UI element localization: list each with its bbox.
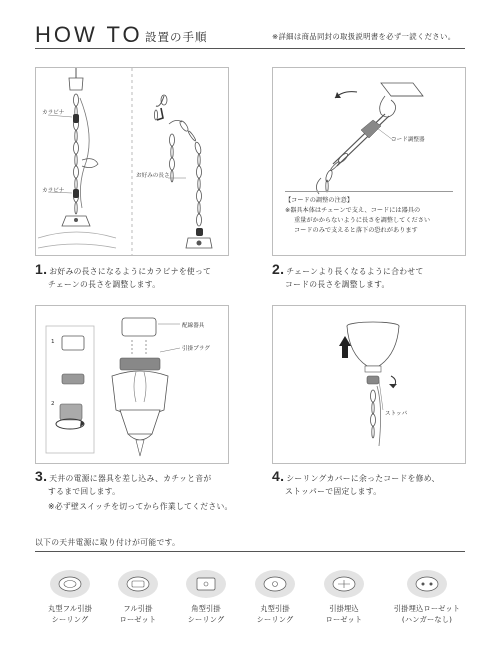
step1-number: 1. [35, 261, 48, 277]
fitting-label-line1: 引掛埋込 [329, 604, 359, 613]
chain-adjust-diagram [36, 68, 228, 255]
step2-line2: コードの長さを調整します。 [285, 280, 390, 289]
step2-line1: チェーンより長くなるように合わせて [286, 267, 424, 276]
step3-line2: するまで回します。 [48, 487, 121, 496]
fitting-label-line1: 引掛埋込ローゼット [393, 604, 461, 613]
page-subtitle: 設置の手順 [145, 30, 208, 44]
fitting-label [314, 603, 374, 625]
fitting-label-line2: (ハンガーなし) [401, 615, 453, 624]
fitting-label-line2: ローゼット [325, 615, 363, 624]
fitting-label [108, 603, 168, 625]
fitting-label-line1: 丸型フル引掛 [47, 604, 93, 613]
length-label: お好みの長さ [136, 173, 170, 179]
cord-adjuster-label: コード調整器 [391, 137, 425, 143]
plug-install-diagram [36, 306, 228, 463]
step2-text [272, 263, 424, 291]
carabiner-top-label: カラビナ [42, 110, 65, 116]
fitting-label [40, 603, 100, 625]
round-ceiling-icon [255, 570, 295, 598]
page-title: HOW TO [35, 22, 143, 47]
recessed-rosette-no-hanger-icon [407, 570, 447, 598]
fitting-item [390, 570, 464, 625]
wiring-device-label: 配線器具 [182, 323, 205, 329]
manual-notice: ※詳細は商品同封の取扱説明書を必ず一読ください。 [272, 32, 456, 41]
fitting-item [108, 570, 168, 625]
sub-step-1-label: 1 [51, 339, 55, 345]
stopper-label: ストッパ [385, 411, 408, 417]
fitting-label [176, 603, 236, 625]
step1-line1: お好みの長さになるようにカラビナを使って [49, 267, 212, 276]
fitting-label-line1: フル引掛 [123, 604, 153, 613]
step3-text [35, 470, 233, 513]
step4-line2: ストッパーで固定します。 [285, 487, 382, 496]
caution-heading: 【コードの調整の注意】 [285, 197, 354, 204]
cord-caution-box [285, 191, 453, 239]
carabiner-bottom-label: カラビナ [42, 188, 65, 194]
step4-illustration [272, 305, 466, 464]
step3-illustration [35, 305, 229, 464]
step2-illustration [272, 67, 466, 256]
step2-number: 2. [272, 261, 285, 277]
fitting-item [176, 570, 236, 625]
step3-line1: 天井の電源に器具を差し込み、カチッと音が [49, 474, 212, 483]
fitting-label-line1: 角型引掛 [191, 604, 221, 613]
round-full-ceiling-icon [50, 570, 90, 598]
step1-text [35, 263, 211, 291]
step1-line2: チェーンの長さを調整します。 [48, 280, 161, 289]
fitting-label [245, 603, 305, 625]
header-rule [35, 48, 465, 49]
step3-line3: ※必ず壁スイッチを切ってから作業してください。 [48, 502, 233, 511]
support-rule [35, 551, 465, 552]
square-ceiling-icon [186, 570, 226, 598]
fitting-label-line2: ローゼット [119, 615, 157, 624]
stopper-diagram [273, 306, 465, 463]
full-rosette-icon [118, 570, 158, 598]
fitting-label-line1: 丸型引掛 [260, 604, 290, 613]
step4-line1: シーリングカバーに余ったコードを修め、 [286, 474, 440, 483]
hook-plug-label: 引掛プラグ [182, 346, 210, 352]
caution-line1: ※器具本体はチェーンで支え、コードには器具の [285, 207, 421, 214]
sub-step-2-label: 2 [51, 401, 55, 407]
fitting-label-line2: シーリング [187, 615, 225, 624]
fitting-item [245, 570, 305, 625]
supported-fittings-text: 以下の天井電源に取り付けが可能です。 [35, 538, 181, 547]
fitting-label-line2: シーリング [51, 615, 89, 624]
fitting-label [390, 603, 464, 625]
recessed-rosette-icon [324, 570, 364, 598]
fitting-item [40, 570, 100, 625]
step4-text [272, 470, 440, 498]
caution-line2: 重量がかからないように長さを調整してください [294, 217, 431, 224]
caution-line3: コードのみで支えると落下の恐れがあります [294, 227, 418, 234]
step3-number: 3. [35, 468, 48, 484]
fitting-item [314, 570, 374, 625]
step4-number: 4. [272, 468, 285, 484]
step1-illustration [35, 67, 229, 256]
fitting-label-line2: シーリング [256, 615, 294, 624]
